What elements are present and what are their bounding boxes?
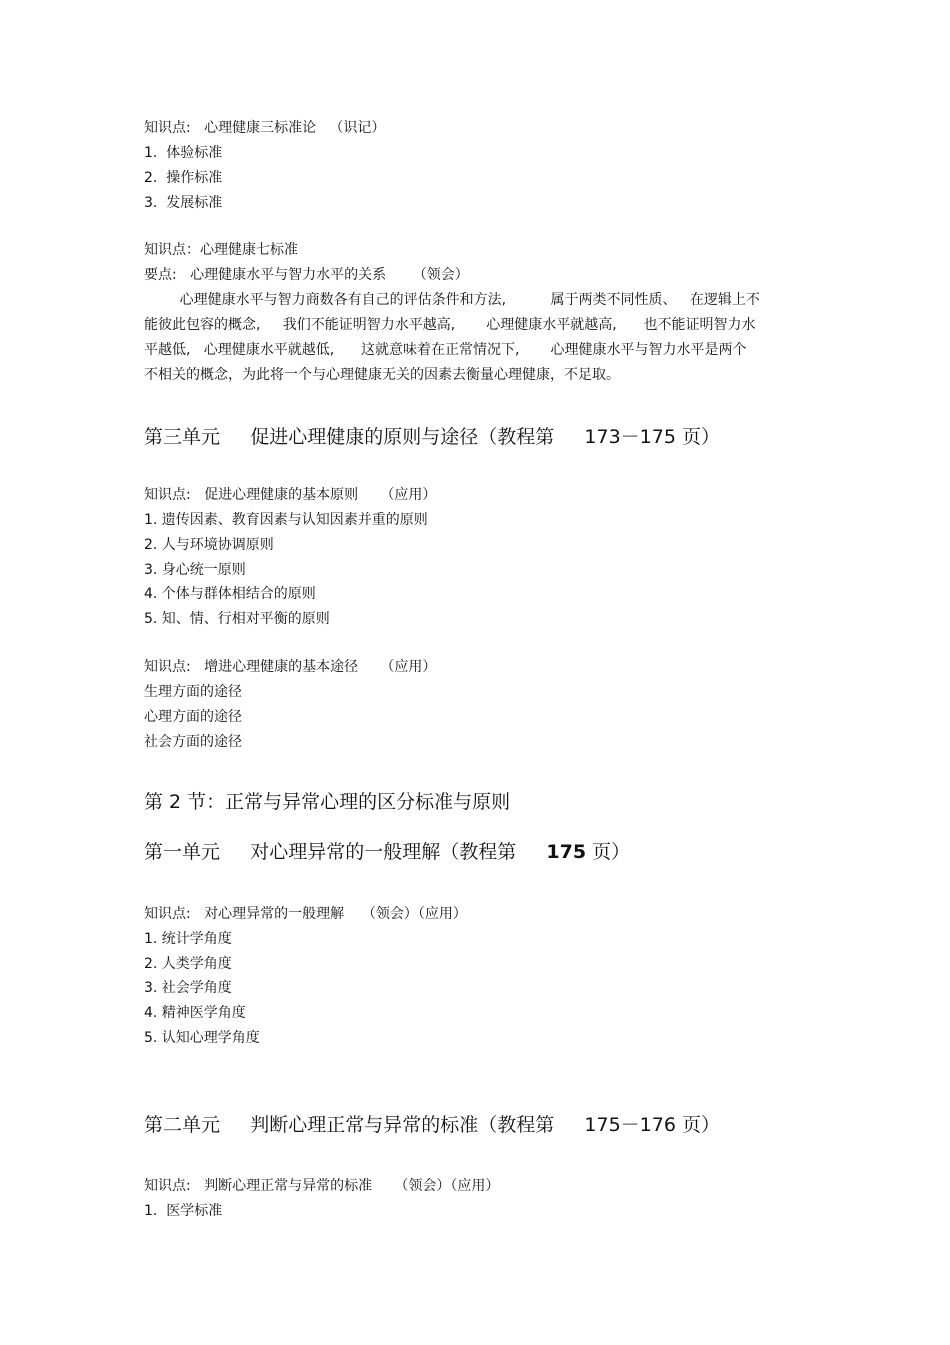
paragraph-line: 不相关的概念，为此将一个与心理健康无关的因素去衡量心理健康，不足取。: [144, 367, 620, 383]
list-item: 5. 知、情、行相对平衡的原则: [144, 611, 330, 627]
list-item: 2. 人类学角度: [144, 956, 232, 972]
list-item: 1. 体验标准: [144, 145, 223, 161]
list-item: 4. 个体与群体相结合的原则: [144, 586, 316, 602]
section2-title: 第 2 节：正常与异常心理的区分标准与原则: [144, 791, 511, 813]
list-item: 2. 操作标准: [144, 170, 223, 186]
key-point: 要点: 心理健康水平与智力水平的关系 （领会）: [144, 267, 469, 283]
paragraph-line: 能彼此包容的概念, 我们不能证明智力水平越高, 心理健康水平就越高, 也不能证明智力水: [144, 317, 756, 333]
knowledge-point-three-standards: 知识点: 心理健康三标准论 （识记）: [144, 120, 386, 136]
knowledge-point-seven-standards: 知识点：心理健康七标准: [144, 242, 298, 258]
unit3-title: 第三单元 促进心理健康的原则与途径（教程第 173－175 页）: [144, 426, 720, 448]
list-item: 5. 认知心理学角度: [144, 1030, 260, 1046]
unit2-title: 第二单元 判断心理正常与异常的标准（教程第 175－176 页）: [144, 1114, 720, 1136]
list-item: 4. 精神医学角度: [144, 1005, 246, 1021]
list-item: 1. 医学标准: [144, 1203, 223, 1219]
unit1-title-prefix: 第一单元 对心理异常的一般理解（教程第: [144, 841, 547, 863]
knowledge-point-principles: 知识点: 促进心理健康的基本原则 （应用）: [144, 487, 437, 503]
list-item: 2. 人与环境协调原则: [144, 537, 274, 553]
unit1-title-suffix: 页）: [586, 841, 631, 863]
list-item: 生理方面的途径: [144, 684, 242, 700]
list-item: 心理方面的途径: [144, 709, 242, 725]
paragraph-line: 平越低, 心理健康水平就越低, 这就意味着在正常情况下, 心理健康水平与智力水平是两个: [144, 342, 747, 358]
knowledge-point-criteria: 知识点: 判断心理正常与异常的标准 （领会）（应用）: [144, 1178, 500, 1194]
paragraph-line: 心理健康水平与智力商数各有自己的评估条件和方法, 属于两类不同性质、 在逻辑上不: [144, 292, 760, 308]
unit1-title: [144, 839, 630, 865]
list-item: 1. 遗传因素、教育因素与认知因素并重的原则: [144, 512, 428, 528]
list-item: 1. 统计学角度: [144, 931, 232, 947]
list-item: 3. 社会学角度: [144, 980, 232, 996]
unit1-title-page: 175: [546, 841, 587, 863]
list-item: 3. 身心统一原则: [144, 562, 246, 578]
knowledge-point-general-understanding: 知识点: 对心理异常的一般理解 （领会）（应用）: [144, 906, 467, 922]
list-item: 社会方面的途径: [144, 734, 242, 750]
list-item: 3. 发展标准: [144, 195, 223, 211]
knowledge-point-pathways: 知识点: 增进心理健康的基本途径 （应用）: [144, 659, 437, 675]
